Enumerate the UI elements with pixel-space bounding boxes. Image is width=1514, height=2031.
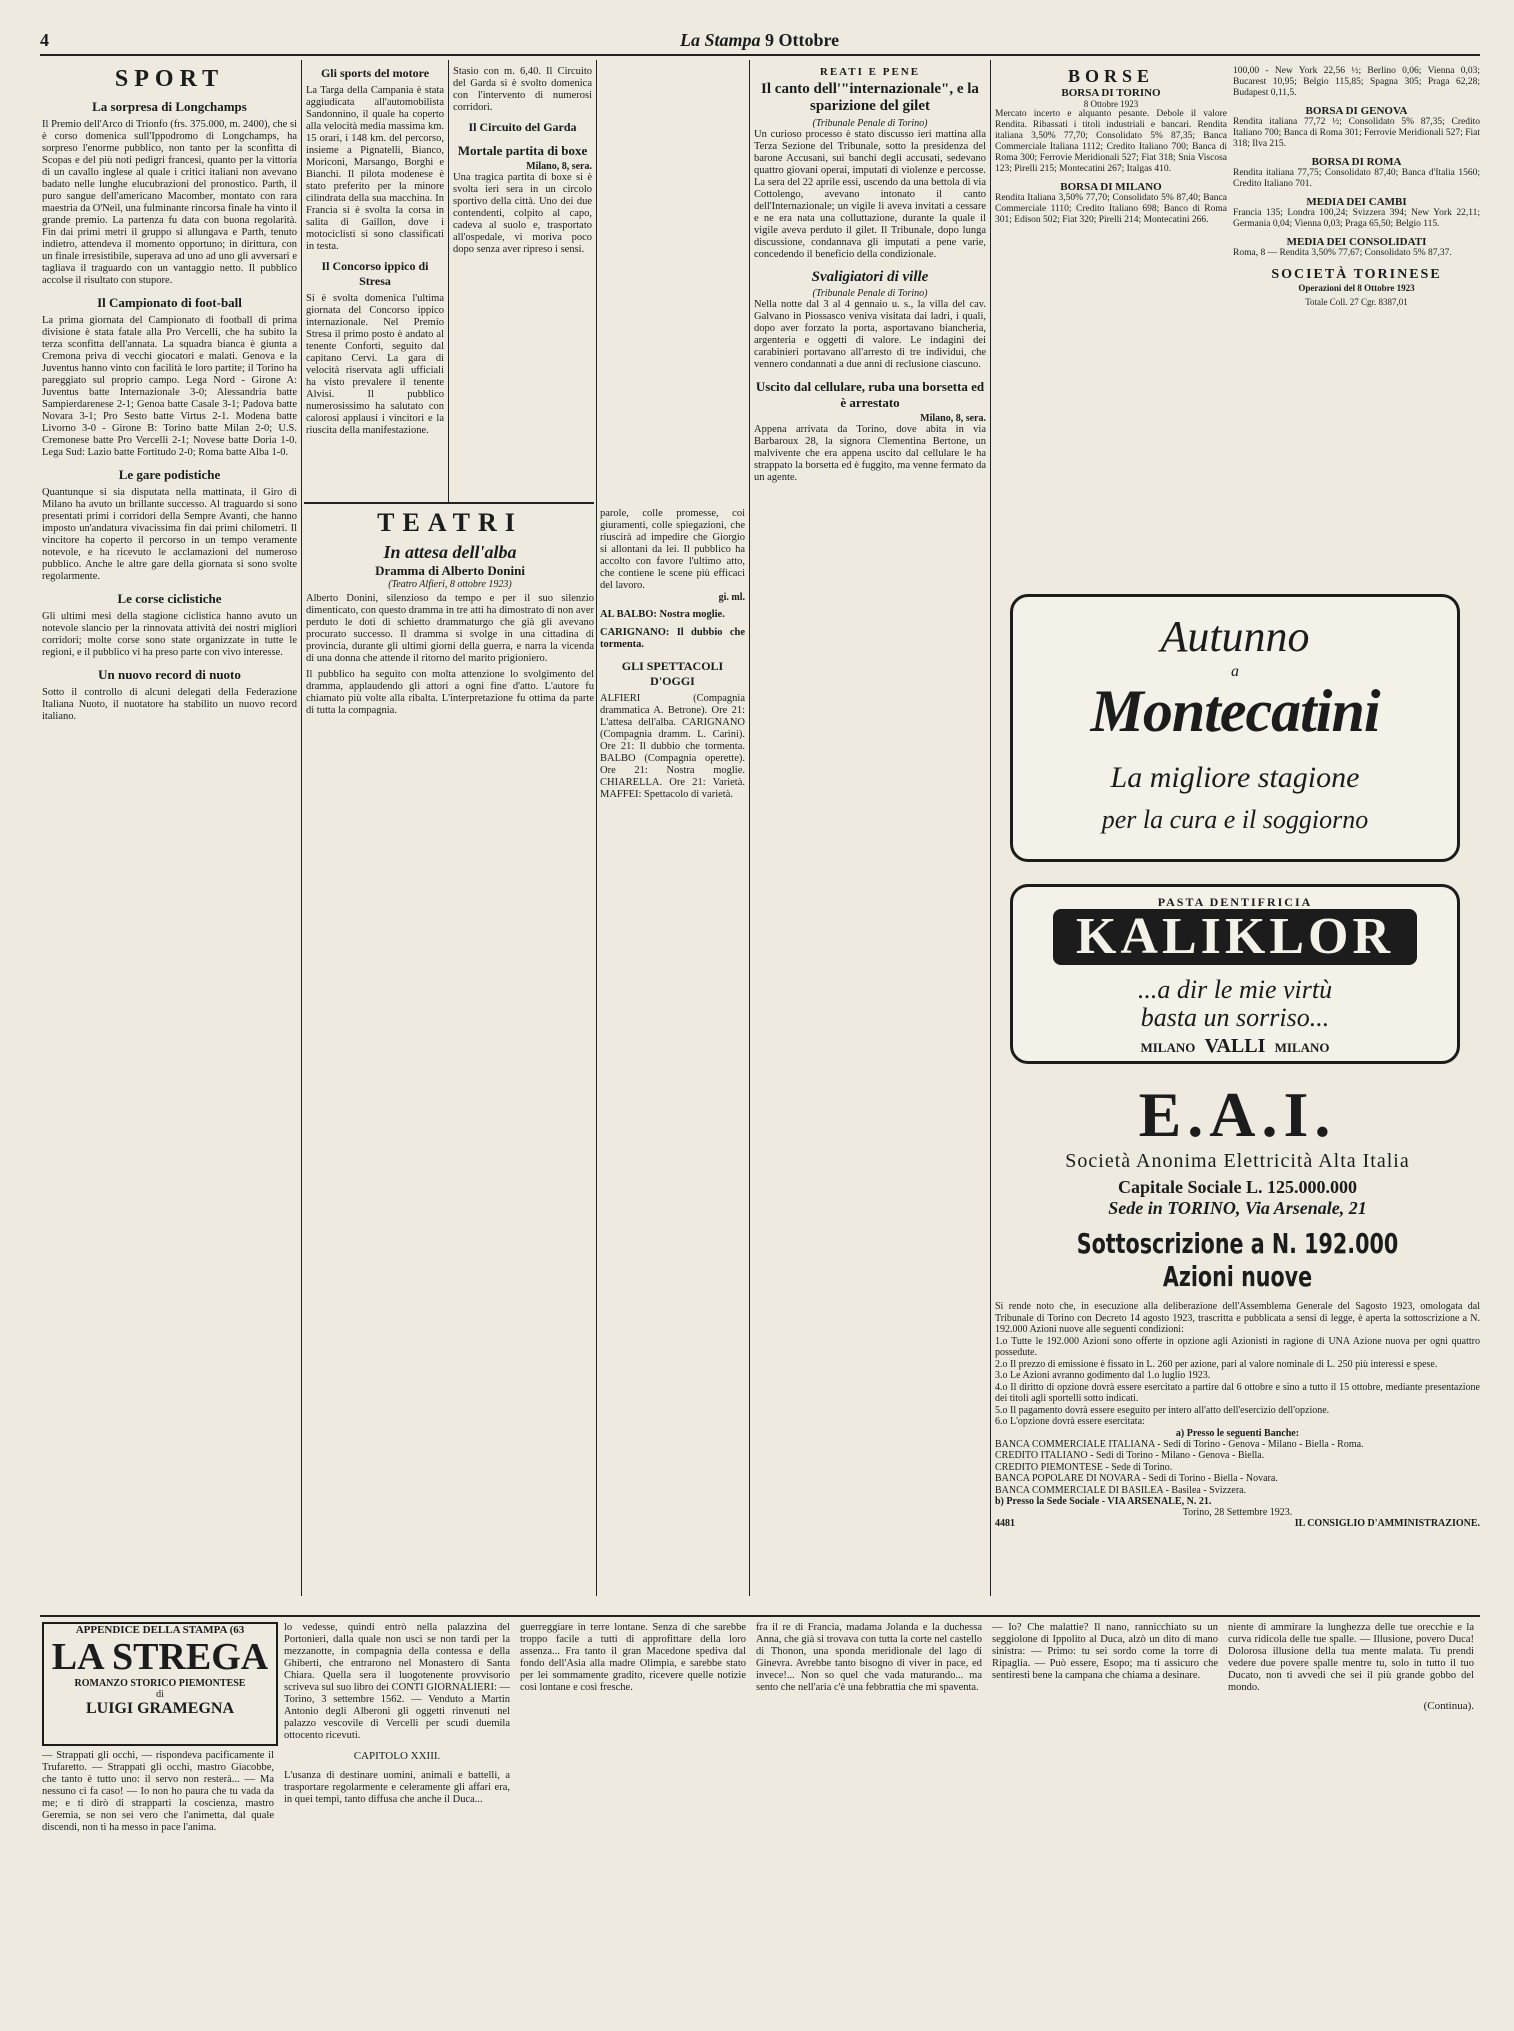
borsa-roma-text: Rendita italiana 77,75; Consolidato 87,40; Banca d'Italia 1560; Credito Italiano 701. [1233, 168, 1480, 189]
teatri-article: Il pubblico ha seguito con molta attenzione lo svolgimento del dramma, applaudendo gli attori a ogni fine d'atto. L'autore fu chiamato più volte alla ribalta. L'interpretazione fu ottima da parte di tutta la compagnia. [306, 669, 594, 716]
eai-banks-b: b) Presso la Sede Sociale - VIA ARSENALE, N. 21. [995, 1496, 1212, 1507]
svaligiatori-article: Nella notte dal 3 al 4 gennaio u. s., la villa del cav. Galvano in Piossasco veniva visitata dai ladri, i quali, dopo aver forzato la porta, asportavano biancheria, argenteria e oggetti di valore. Le indagini dei carabinieri portavano all'arresto di tre individui, che vennero condannati a due anni di reclusione ciascuno. [754, 299, 986, 370]
societa-total: Totale Coll. 27 Cgr. 8387,01 [1305, 297, 1408, 307]
montecatini-line3: Montecatini [1090, 678, 1380, 744]
kaliklor-valli: VALLI [1204, 1035, 1266, 1057]
eai-bank: BANCA POPOLARE DI NOVARA - Sedi di Torino - Biella - Novara. [995, 1473, 1278, 1484]
sport-heading: Un nuovo record di nuoto [98, 667, 241, 682]
appendice-signature: (Continua). [1423, 1700, 1474, 1712]
sport-column [42, 66, 297, 1596]
boxe-article: Una tragica partita di boxe si è svolta ieri sera in un circolo sportivo della città. Uno dei due contendenti, colpito al capo, cadeva al suolo e, trasportato all'ospedale, vi moriva poco dopo senza aver ripreso i sensi. [453, 172, 592, 255]
appendice-text: niente di ammirare la lunghezza delle tue orecchie e la curva ridicola delle tue spalle. — Illusione, povero Duca! Dolorosa illusione della tua mente malata. Tu prendi vedere due povere spalle mentre tu, solo in tutto il tuo Ducato, non ti avvedi che sei il più grande gobbo del mondo. [1228, 1622, 1474, 1693]
eai-capitale: Capitale Sociale L. 125.000.000 [1118, 1177, 1357, 1197]
column-rule [749, 60, 750, 1596]
appendice-author: LUIGI GRAMEGNA [85, 1700, 234, 1717]
gare-column [453, 66, 592, 502]
borse-left [995, 66, 1227, 614]
sport-heading: Le gare podistiche [118, 467, 221, 482]
eai-bank: BANCA COMMERCIALE DI BASILEA - Basilea - Svizzera. [995, 1484, 1247, 1496]
appendice-label-row [44, 1624, 276, 1636]
borsa-genova-title: BORSA DI GENOVA [1305, 105, 1408, 117]
gare-article: Stasio con m. 6,40. Il Circuito del Garda si è svolto domenica con l'intervento di numerosi corridori. [453, 66, 592, 113]
borsa-genova-text: Rendita italiana 77,72 ½; Consolidato 5% 87,35; Credito Italiano 700; Banca di Roma 301; Ferrovie Meridionali 527; Fiat 318; Ilva 215. [1233, 117, 1480, 149]
reati-court: (Tribunale Penale di Torino) [812, 118, 928, 129]
eai-item: 3.o Le Azioni avranno godimento dal 1.o luglio 1923. [995, 1370, 1211, 1381]
teatri-title: TEATRI [377, 508, 523, 537]
masthead [680, 30, 940, 51]
eai-item: 2.o Il prezzo di emissione è fissato in L. 260 per azione, pari al valore nominale di L. 250 più interessi e spese. [995, 1358, 1438, 1370]
motori-heading: Il Concorso ippico di Stresa [321, 259, 429, 288]
borse-right [1233, 66, 1480, 614]
column-rule [596, 60, 597, 1596]
eai-item: 4.o Il diritto di opzione dovrà essere esercitato a partire dal 6 ottobre e sino a tutto il 15 ottobre, mediante presentazione dei titoli agli sportelli sotto indicati. [995, 1381, 1480, 1404]
kaliklor-ad [1010, 884, 1460, 1064]
appendice-text: L'usanza di destinare uomini, animali e battelli, a trasportare regolarmente e celeramente gli affari era, in quei tempi, tanto diffusa che anche il Duca... [284, 1770, 510, 1805]
reati-column [754, 66, 986, 1596]
teatri-rule [304, 502, 594, 504]
appendice-title: LA STREGA [51, 1636, 269, 1678]
eai-sede: Sede in TORINO, Via Arsenale, 21 [1108, 1198, 1367, 1218]
teatri-signature: gi. ml. [718, 592, 745, 603]
borsa-milano-title: BORSA DI MILANO [1060, 181, 1162, 193]
eai-items [995, 1336, 1480, 1428]
eai-banks [995, 1439, 1480, 1497]
svaligiatori-court: (Tribunale Penale di Torino) [812, 288, 928, 299]
page-number: 4 [40, 30, 49, 50]
kaliklor-slogan2: basta un sorriso... [1140, 1003, 1330, 1032]
appendice-label: APPENDICE DELLA STAMPA [75, 1624, 227, 1636]
kaliklor-city-right: MILANO [1274, 1040, 1330, 1055]
spettacoli-list: ALFIERI (Compagnia drammatica A. Betrone). Ore 21: L'attesa dell'alba. CARIGNANO (Compagnia dramm. L. Carini). Ore 21: Il dubbio che tormenta. BALBO (Compagnia operette). Ore 21: Nostra moglie. CHIARELLA. Ore 21: Varietà. MAFFEI: Spettacolo di varietà. [600, 693, 745, 800]
newspaper-name: La Stampa [680, 30, 761, 50]
uscito-heading: Uscito dal cellulare, ruba una borsetta ed è arrestato [755, 379, 985, 410]
montecatini-line1: Autunno [1160, 612, 1310, 661]
sport-article: La prima giornata del Campionato di football di prima divisione è stata fatale alla Pro Vercelli, che ha subito la terza sconfitta dell'annata. La squadra bianca è giunta a Cremona priva di vecchi giocatori e malati. Genova e la Juventus hanno vinto con facilità le loro partite; il Torino ha pareggiato sul proprio campo. Lega Nord - Girone A: Juventus batte Internazionale 3-0; Alessandria batte Sampierdarenese 2-1; Genoa batte Casale 3-1; Padova batte Novara 3-1; Pro Sesto batte Virtus 2-1. Modena batte Livorno 3-0 - Girone B: Torino batte Milan 2-0; U.S. Cremonese batte Pro Vercelli 2-1; Novese batte Doria 1-0. Lega Sud: Lazio batte Fortitudo 2-0; Roma batte Alba 1-0. [42, 315, 297, 458]
column-rule [301, 60, 302, 1596]
column-rule [990, 60, 991, 1596]
appendice-text: guerreggiare in terre lontane. Senza di che sarebbe troppo facile a tutti di approfittare della loro assenza... Fra tanto il gran Macedone spediva dal fondo dell'Asia alla madre Olimpia, e sarebbe stato per lei sommamente gradito, ricevere quelle notizie così lontane e così fresche. [520, 1622, 746, 1693]
consolidati-text: Roma, 8 — Rendita 3,50% 77,67; Consolidato 5% 87,37. [1233, 248, 1452, 258]
uscito-place: Milano, 8, sera. [920, 413, 986, 424]
societa-subtitle: Operazioni del 8 Ottobre 1923 [1298, 283, 1415, 293]
eai-bank: CREDITO ITALIANO - Sedi di Torino - Milano - Genova - Biella. [995, 1450, 1265, 1461]
appendice-text: — Strappati gli occhi, — rispondeva pacificamente il Trufaretto. — Strappati gli occhi, mastro Giacobbe, che tanto è tutto uno: il servo non resterà... — Ma nessuno ci fa caso! — Io non ho paura che tu vada da me; e ti dirò di strapparti la coscienza, mastro Geremia, se non sei vero che l'animetta, dal quale discendi, non ti ha messo in pace l'anima. [42, 1750, 274, 1833]
consolidati-title: MEDIA DEI CONSOLIDATI [1286, 236, 1427, 248]
appendice-masthead [42, 1622, 278, 1746]
reati-heading: Il canto dell'"internazionale", e la sparizione del gilet [761, 81, 979, 114]
sport-heading: La sorpresa di Longchamps [92, 99, 247, 114]
appendice-text: lo vedesse, quindi entrò nella palazzina del Portonieri, dalla quale non uscì se non tardi per la mezzanotte, in compagnia della contessa e della Ghiberti, che entrarono nel Monastero di Santa Chiara. Quella sera il luogotenente provvisorio scriveva sul suo libro dei CONTI GIORNALIERI: — Torino, 3 settembre 1562. — Venduto a Martin Antonio degli Alberoni gli oggetti rinvenuti nel palazzo vescovile di Vercelli per scudi duemila ottocento ricevuti. [284, 1622, 510, 1741]
eai-intro: Si rende noto che, in esecuzione alla deliberazione dell'Assemblema Generale del Sagosto 1923, omologata dal Tribunale di Torino con Decreto 14 agosto 1923, trascritta e pubblicata a sensi di legge, è aperta la sottoscrizione a N. 192.000 Azioni nuove alle seguenti condizioni: [995, 1301, 1480, 1335]
kaliklor-city-left: MILANO [1140, 1040, 1196, 1055]
cambi-title: MEDIA DEI CAMBI [1306, 196, 1407, 208]
eai-bank: BANCA COMMERCIALE ITALIANA - Sedi di Torino - Genova - Milano - Biella - Roma. [995, 1438, 1364, 1450]
eai-headline: Sottoscrizione a N. 192.000 Azioni nuove [1076, 1227, 1399, 1293]
teatri-article: parole, colle promesse, coi giuramenti, colle spiegazioni, che riuscirà ad impedire che Giorgio si allontani da lei. Il pubblico ha accolto con favore l'ultimo atto, che contiene le scene più efficaci del lavoro. [600, 508, 745, 591]
eai-ad [995, 1080, 1480, 1596]
boxe-place: Milano, 8, sera. [526, 161, 592, 172]
motori-column [306, 66, 444, 502]
kaliklor-slogan1: ...a dir le mie virtù [1137, 975, 1333, 1004]
borsa-milano-text: Rendita Italiana 3,50% 77,70; Consolidato 5% 87,40; Banca Commerciale 1110; Credito Italiano 698; Banco di Roma 301; Edison 502; Fiat 320; Pirelli 214; Montecatini 266. [995, 193, 1227, 225]
motori-article: La Targa della Campania è stata aggiudicata all'automobilista Sandonnino, il quale ha coperto alla velocità media massima km. 15 orari, i 148 km. del percorso, insieme a Pignatelli, Bianco, Moriconi, Marsango, Borghi e Bianchi. Il pilota modenese è stato preferito per la minore cilindrata della sua macchina. In Francia si è svolta la corsa in salita di Gaillon, dove i motociclisti si sono classificati in testa. [306, 85, 444, 252]
appendix-rule [40, 1615, 1480, 1617]
eai-code: 4481 [995, 1518, 1015, 1529]
column-rule [448, 60, 449, 502]
sport-article: Quantunque si sia disputata nella mattinata, il Giro di Milano ha avuto un brillante successo. Al traguardo si sono presentati primi i corridori della Sempre Avanti, che hanno imposto un'andatura vivacissima fin dai primi chilometri. Il vincitore ha coperto il percorso in un tempo veramente notevole, e ha ricevuto le acclamazioni del numeroso pubblico. Anche le altre gare della giornata si sono svolte regolarmente. [42, 487, 297, 582]
teatri-subheading: Dramma di Alberto Donini [375, 563, 525, 578]
sport-article: Gli ultimi mesi della stagione ciclistica hanno avuto un notevole slancio per la rinnovata attività dei nostri migliori corridori; molte corse sono state organizzate in tutte le regioni, e il pubblico vi ha preso parte con vivo interesse. [42, 611, 297, 658]
eai-item: 6.o L'opzione dovrà essere esercitata: [995, 1416, 1145, 1427]
issue-date: 9 Ottobre [765, 30, 840, 50]
header-rule [40, 54, 1480, 56]
eai-title: E.A.I. [1138, 1080, 1337, 1150]
appendice-text: fra il re di Francia, madama Jolanda e la duchessa Anna, che già si trovava con tutta la corte nel castello di Thonon, una sponda meridionale del lago di Ginevra. Avrebbe tanto bisogno di viver in pace, ed invece!... Non so quel che vada maturando... ma sento che nell'aria c'è una febbrattia che mi spaventa. [756, 1622, 982, 1693]
eai-footer-row [995, 1518, 1480, 1529]
appendice-number: (63 [229, 1624, 245, 1636]
gare-heading: Il Circuito del Garda [468, 120, 577, 134]
sport-article: Sotto il controllo di alcuni delegati della Federazione Italiana Nuoto, il nuotatore ha stabilito un nuovo record italiano. [42, 687, 297, 722]
montecatini-line2: a [1231, 663, 1239, 680]
teatri-section [306, 508, 594, 1596]
motori-article: Si è svolta domenica l'ultima giornata del Concorso ippico internazionale. Nel Premio Stresa il primo posto è andato al tenente Conforti, seguito dal capitano Cervi. La gara di velocità riservata agli ufficiali ha visto prevalere il tenente Alvisi. Il pubblico numerosissimo ha salutato con calorosi applausi i vincitori e la riuscita della manifestazione. [306, 293, 444, 436]
borse-section [995, 66, 1480, 614]
eai-date: Torino, 28 Settembre 1923. [1182, 1507, 1293, 1518]
spettacoli-title: GLI SPETTACOLI D'OGGI [621, 659, 724, 688]
kaliklor-footer [1013, 1035, 1457, 1058]
teatri-heading: In attesa dell'alba [383, 542, 517, 562]
eai-footer: IL CONSIGLIO D'AMMINISTRAZIONE. [1294, 1518, 1480, 1529]
teatri-continuation [600, 508, 745, 1596]
teatri-article: Alberto Donini, silenzioso da tempo e per il suo silenzio dimenticato, con questo dramma in tre atti ha dimostrato di non aver perduto le doti di schietto drammaturgo che già gli avevano procurato successo. Il dramma si svolge in una cittadina di provincia, durante gli ultimi giorni della guerra, e narra la vicenda di una donna che attende il ritorno del marito prigioniero. [306, 593, 594, 664]
societa-title: SOCIETÀ TORINESE [1271, 267, 1442, 282]
cambi-text: Francia 135; Londra 100,24; Svizzera 394; New York 22,11; Germania 0,04; Vienna 0,03; Praga 65,50; Belgio 115. [1233, 208, 1480, 229]
sport-article: Il Premio dell'Arco di Trionfo (frs. 375.000, m. 2400), che si è corso domenica sull'Ippodromo di Longchamps, ha sorpreso l'enorme pubblico, non tanto per la sconfitta di Scopas e del più noti pedigri francesi, quanto per la vittoria di un cavallo inglese al quale i critici italiani non avevano badato nelle lunghe elucubrazioni del pronostico. Parth, il puro sangue dell'americano Macomber, montato con rara maestria da O'Neil, una fulminante rincorsa finale ha vinto il grande premio. La partenza fu data con buona regolarità. Fin dai primi metri il gruppo si allungava e Parth, tenuto indietro, attendeva il momento opportuno; in dirittura, con un finale irresistibile, superava ad uno ad uno gli avversari e tagliava il traguardo con un vantaggio netto. Il pubblico accolse il risultato con stupore. [42, 119, 297, 286]
sport-title: SPORT [114, 66, 225, 92]
borsa-torino-title: BORSA DI TORINO [1061, 87, 1161, 99]
kaliklor-brand: KALIKLOR [1053, 909, 1417, 965]
eai-subtitle: Società Anonima Elettricità Alta Italia [1065, 1150, 1410, 1172]
appendice-text: — Io? Che malattie? Il nano, rannicchiato su un seggiolone di Ippolito al Duca, alzò un dito di mano sinistra: — Primo: tu sei sordo come la torre di Ripaglia. — Può essere, Esopo; ma ti assicuro che sentiresti bene la campana che chiama a desinare. [992, 1622, 1218, 1681]
uscito-article: Appena arrivata da Torino, dove abita in via Barbaroux 28, la signora Clementina Bertone, un malvivente che era appena uscito dal cellulare le ha strappato la borsetta ed è fuggito, ma venne fermato da un agente. [754, 424, 986, 483]
teatri-venue: (Teatro Alfieri, 8 ottobre 1923) [388, 579, 512, 590]
teatri-balbo: AL BALBO: Nostra moglie. [600, 609, 725, 620]
montecatini-line5: per la cura e il soggiorno [1101, 805, 1369, 834]
borsa-torino-date: 8 Ottobre 1923 [1083, 99, 1139, 109]
boxe-heading: Mortale partita di boxe [457, 143, 588, 158]
page-header [40, 30, 1480, 52]
montecatini-ad [1010, 594, 1460, 862]
appendice-column [284, 1622, 510, 2012]
teatri-carignano: CARIGNANO: Il dubbio che tormenta. [600, 627, 745, 650]
montecatini-line4: La migliore stagione [1110, 761, 1360, 794]
appendice-chapter: CAPITOLO XXIII. [353, 1750, 441, 1762]
borsa-estero-text: 100,00 - New York 22,56 ½; Berlino 0,06; Vienna 0,03; Bucarest 10,95; Belgio 115,85; Spagna 305; Praga 62,28; Budapest 0,11,5. [1233, 66, 1480, 98]
svaligiatori-heading: Svaligiatori di ville [811, 269, 929, 285]
sport-heading: Il Campionato di foot-ball [97, 295, 242, 310]
reati-title: REATI E PENE [819, 66, 921, 78]
eai-item: 5.o Il pagamento dovrà essere eseguito per intero all'atto dell'esercizio dell'opzione. [995, 1404, 1330, 1416]
sport-heading: Le corse ciclistiche [117, 591, 222, 606]
borsa-torino-text: Mercato incerto e alquanto pesante. Debole il valore Rendita. Ribassati i titoli industriali e bancari. Rendita italiana 3,50% 77,70; Consolidato 5% 87,35; Banca Commerciale Italiana 1112; Credito Italiano 700; Banca di Roma 300; Ferrovie Meridionali 527; Fiat 318; Snia Viscosa 123; Pirelli 215; Montecatini 267; Italgas 410. [995, 109, 1227, 174]
appendice-subtitle: ROMANZO STORICO PIEMONTESE [74, 1678, 246, 1689]
appendice-column [1228, 1622, 1474, 2012]
appendice-di: di [156, 1689, 164, 1700]
kaliklor-top: PASTA DENTIFRICIA [1157, 895, 1313, 909]
eai-banks-head: a) Presso le seguenti Banche: [1175, 1427, 1300, 1439]
eai-bank: CREDITO PIEMONTESE - Sede di Torino. [995, 1461, 1173, 1473]
motori-title: Gli sports del motore [320, 66, 430, 80]
eai-item: 1.o Tutte le 192.000 Azioni sono offerte in opzione agli Azionisti in ragione di UNA Azione nuova per ogni quattro possedute. [995, 1335, 1480, 1358]
borsa-roma-title: BORSA DI ROMA [1311, 156, 1402, 168]
borse-title: BORSE [1067, 66, 1155, 86]
reati-article: Un curioso processo è stato discusso ieri mattina alla Terza Sezione del Tribunale, sotto la presidenza del barone Accusani, sui banchi degli accusati, sedevano quattro giovani operai, imputati di violenze e percosse. La sera del 22 aprile essi, uscendo da una bettola di via Cottolengo, avevano intonato il canto dell'Internazionale; un vigile li aveva invitati a cessare e ne era nata una colluttazione, durante la quale il vigile aveva perduto il gilet. Il Tribunale, dopo lunga discussione, condannava gli imputati a pene varie, concedendo il beneficio della condizionale. [754, 129, 986, 260]
